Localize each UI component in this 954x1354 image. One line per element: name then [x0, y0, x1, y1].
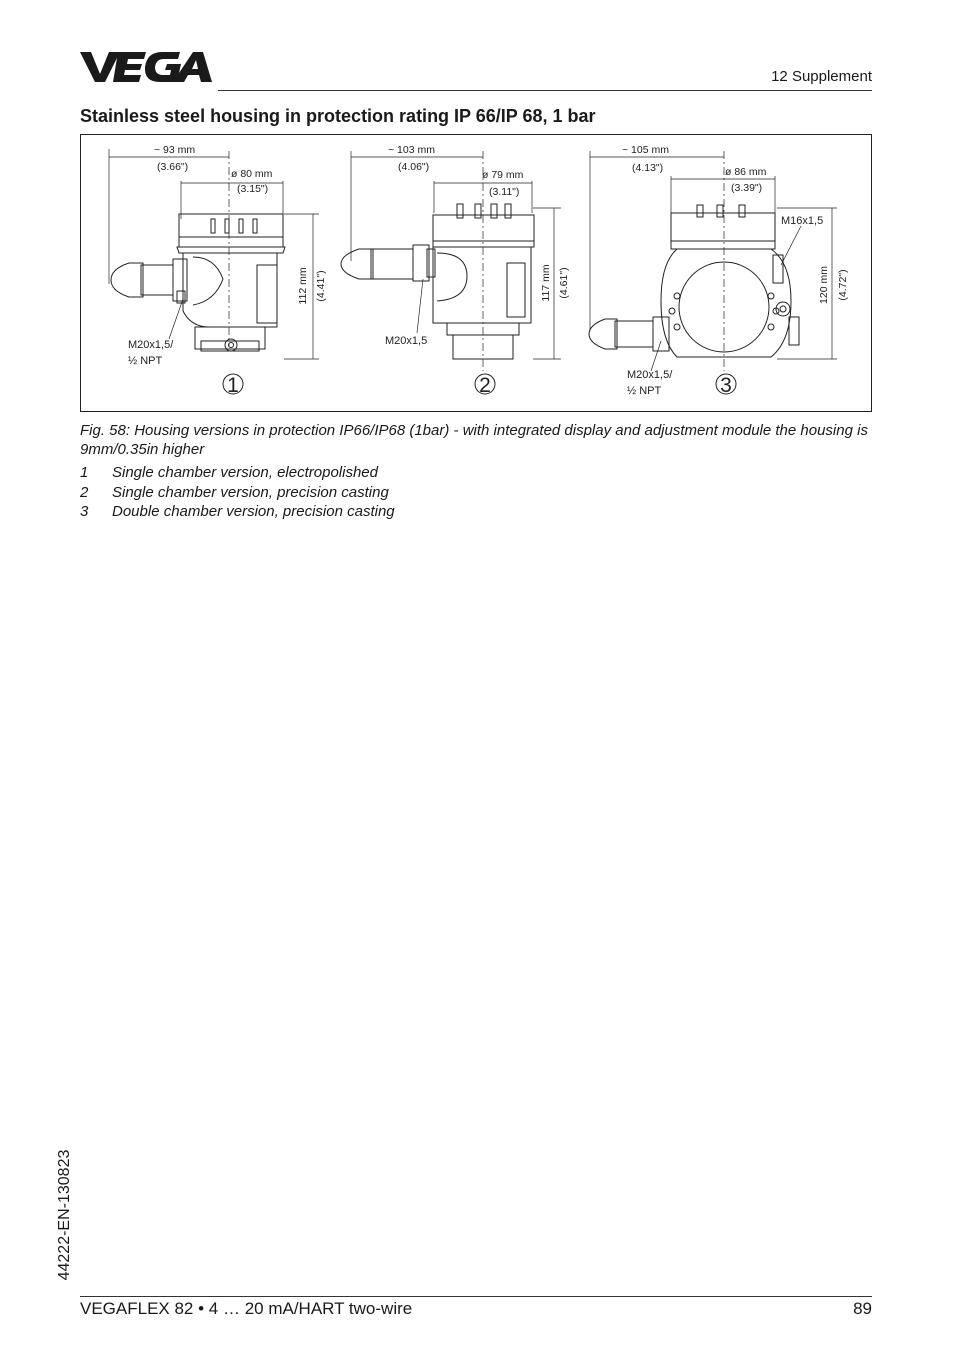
page-title: Stainless steel housing in protection rating IP 66/IP 68, 1 bar — [80, 106, 596, 126]
housing-3-height-label: 120 mm — [818, 266, 830, 304]
housing-1-thread-label: M20x1,5/ — [128, 339, 174, 351]
housing-drawings — [81, 135, 871, 411]
header-rule — [218, 90, 872, 91]
legend-text: Single chamber version, electropolished — [112, 464, 378, 481]
housing-1-width-label: ~ 93 mm — [154, 144, 196, 156]
housing-3-width-label: ~ 105 mm — [622, 144, 669, 156]
housing-2-width-inch: (4.06") — [398, 161, 430, 173]
legend-number: 1 — [80, 464, 89, 481]
section-label: 12 Supplement — [771, 68, 872, 85]
housing-3-dia-label: ø 86 mm — [725, 166, 767, 178]
footer-product: VEGAFLEX 82 • 4 … 20 mA/HART two-wire — [80, 1299, 413, 1318]
housing-2-number: 2 — [479, 374, 491, 397]
housing-1-dia-label: ø 80 mm — [231, 168, 273, 180]
legend-item — [80, 484, 395, 504]
housing-1-number: 1 — [227, 374, 239, 397]
housing-3-number: 3 — [720, 374, 732, 397]
housing-1-height-label: 112 mm — [297, 267, 309, 305]
figure-legend — [80, 464, 395, 523]
vega-logo — [80, 50, 212, 84]
housing-3-drawing — [589, 151, 837, 394]
legend-text: Single chamber version, precision casting — [112, 483, 389, 501]
housing-2-dia-label: ø 79 mm — [482, 169, 524, 181]
footer-rule — [80, 1296, 872, 1297]
page-number: 89 — [853, 1299, 872, 1318]
housing-3-m16-label: M16x1,5 — [781, 215, 824, 227]
legend-text: Double chamber version, precision casting — [112, 503, 395, 521]
legend-item — [80, 503, 395, 523]
housing-2-drawing — [341, 151, 561, 394]
legend-number: 3 — [80, 503, 89, 521]
document-id-text: 44222-EN-130823 — [56, 1149, 73, 1281]
legend-item — [80, 464, 395, 484]
housing-2-height-inch: (4.61") — [558, 267, 570, 299]
housing-3-thread-label-npt: ½ NPT — [627, 385, 662, 397]
housing-1-dia-inch: (3.15") — [237, 183, 269, 195]
housing-3-height-inch: (4.72") — [837, 269, 849, 301]
figure-box — [80, 134, 872, 412]
housing-1-height-inch: (4.41") — [315, 270, 327, 302]
housing-3-width-inch: (4.13") — [632, 162, 664, 174]
legend-number: 2 — [80, 483, 89, 501]
housing-2-width-label: ~ 103 mm — [388, 144, 435, 156]
document-id — [50, 1145, 80, 1285]
housing-2-dia-inch: (3.11") — [489, 186, 520, 198]
housing-2-thread-label: M20x1,5 — [385, 335, 428, 347]
housing-1-width-inch: (3.66") — [157, 161, 189, 173]
housing-1-thread-label-npt: ½ NPT — [128, 355, 163, 367]
housing-2-height-label: 117 mm — [540, 264, 552, 302]
housing-3-dia-inch: (3.39") — [731, 182, 763, 194]
figure-caption: Fig. 58: Housing versions in protection IP66/IP68 (1bar) - with integrated display and adjustment module the housing is 9mm/0.35in higher — [80, 422, 868, 458]
housing-3-thread-label: M20x1,5/ — [627, 369, 673, 381]
